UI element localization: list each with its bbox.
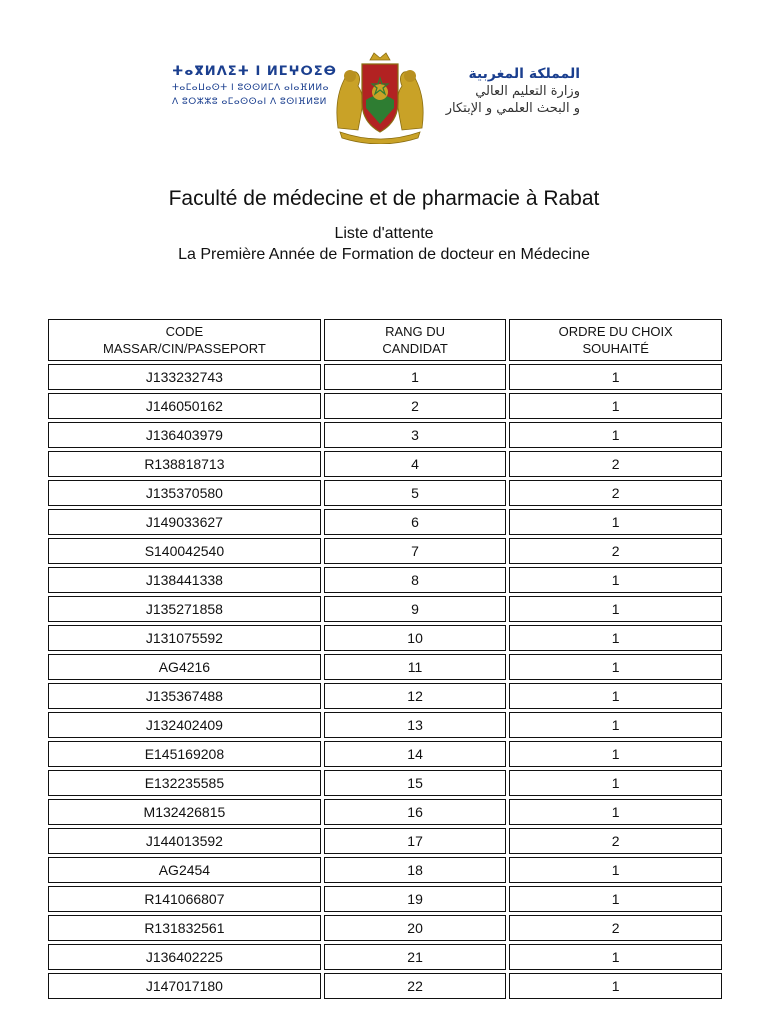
cell-choice: 1	[509, 393, 722, 419]
cell-choice: 2	[509, 480, 722, 506]
table-row	[48, 364, 722, 390]
tifinagh-ministry-line2: ⴷ ⵓⵔⵣⵣⵓ ⴰⵎⴰⵙⵙⴰⵏ ⴷ ⵓⵙⵏⴼⵍⵓⵍ	[172, 97, 327, 107]
cell-code: E132235585	[48, 770, 321, 796]
cell-choice: 1	[509, 712, 722, 738]
program-title: La Première Année de Formation de docteur en Médecine	[178, 246, 590, 263]
cell-code: M132426815	[48, 799, 321, 825]
document-header	[0, 44, 768, 144]
moroccan-coat-of-arms-icon	[330, 50, 430, 144]
tifinagh-ministry-name	[172, 64, 337, 107]
waiting-list-table	[45, 316, 725, 1002]
cell-choice: 2	[509, 538, 722, 564]
cell-code: J136403979	[48, 422, 321, 448]
cell-code: J147017180	[48, 973, 321, 999]
cell-rank: 1	[324, 364, 507, 390]
cell-rank: 22	[324, 973, 507, 999]
cell-rank: 2	[324, 393, 507, 419]
cell-choice: 1	[509, 857, 722, 883]
cell-code: E145169208	[48, 741, 321, 767]
table-row	[48, 422, 722, 448]
cell-choice: 1	[509, 654, 722, 680]
cell-choice: 1	[509, 683, 722, 709]
cell-choice: 1	[509, 625, 722, 651]
cell-rank: 18	[324, 857, 507, 883]
table-row	[48, 799, 722, 825]
table-row	[48, 886, 722, 912]
table-row	[48, 770, 722, 796]
cell-choice: 1	[509, 944, 722, 970]
cell-code: J131075592	[48, 625, 321, 651]
table-row	[48, 915, 722, 941]
cell-rank: 16	[324, 799, 507, 825]
table-row	[48, 509, 722, 535]
cell-code: J144013592	[48, 828, 321, 854]
table-row	[48, 828, 722, 854]
column-header-rank	[324, 319, 507, 361]
cell-rank: 8	[324, 567, 507, 593]
document-titles	[0, 187, 768, 264]
table-row	[48, 741, 722, 767]
table-row	[48, 973, 722, 999]
cell-rank: 4	[324, 451, 507, 477]
cell-rank: 11	[324, 654, 507, 680]
cell-rank: 13	[324, 712, 507, 738]
cell-rank: 7	[324, 538, 507, 564]
tifinagh-ministry-line1: ⵜⴰⵎⴰⵡⴰⵙⵜ ⵏ ⵓⵙⵙⵍⵎⴷ ⴰⵏⴰⴼⵍⵍⴰ	[172, 83, 329, 93]
cell-rank: 10	[324, 625, 507, 651]
cell-rank: 15	[324, 770, 507, 796]
cell-choice: 1	[509, 596, 722, 622]
cell-code: AG2454	[48, 857, 321, 883]
cell-choice: 1	[509, 567, 722, 593]
cell-rank: 19	[324, 886, 507, 912]
table-row	[48, 683, 722, 709]
cell-rank: 5	[324, 480, 507, 506]
table-body	[48, 364, 722, 999]
cell-code: AG4216	[48, 654, 321, 680]
cell-code: R138818713	[48, 451, 321, 477]
cell-code: J149033627	[48, 509, 321, 535]
arabic-ministry-line2: و البحث العلمي و الإبتكار	[445, 101, 580, 116]
table-row	[48, 857, 722, 883]
cell-rank: 14	[324, 741, 507, 767]
cell-rank: 9	[324, 596, 507, 622]
cell-code: J146050162	[48, 393, 321, 419]
table-header-row	[48, 319, 722, 361]
table-row	[48, 712, 722, 738]
cell-code: J136402225	[48, 944, 321, 970]
cell-rank: 3	[324, 422, 507, 448]
column-header-rank-label: RANG DU CANDIDAT	[382, 324, 448, 356]
tifinagh-kingdom: ⵜⴰⴳⵍⴷⵉⵜ ⵏ ⵍⵎⵖⵔⵉⴱ	[172, 64, 337, 79]
cell-code: S140042540	[48, 538, 321, 564]
cell-choice: 1	[509, 741, 722, 767]
cell-choice: 2	[509, 915, 722, 941]
cell-rank: 6	[324, 509, 507, 535]
arabic-ministry-line1: وزارة التعليم العالي	[475, 84, 580, 99]
column-header-choice	[509, 319, 722, 361]
cell-choice: 1	[509, 364, 722, 390]
cell-code: J135367488	[48, 683, 321, 709]
table-row	[48, 625, 722, 651]
cell-code: J135271858	[48, 596, 321, 622]
cell-code: J132402409	[48, 712, 321, 738]
cell-choice: 1	[509, 509, 722, 535]
cell-choice: 1	[509, 422, 722, 448]
arabic-ministry-name	[420, 66, 580, 116]
table-row	[48, 451, 722, 477]
column-header-code-label: CODE MASSAR/CIN/PASSEPORT	[103, 324, 266, 356]
cell-choice: 1	[509, 770, 722, 796]
cell-rank: 21	[324, 944, 507, 970]
cell-code: R141066807	[48, 886, 321, 912]
column-header-choice-label: ORDRE DU CHOIX SOUHAITÉ	[558, 324, 673, 356]
table-row	[48, 596, 722, 622]
list-title: Liste d'attente	[334, 225, 434, 242]
cell-code: J138441338	[48, 567, 321, 593]
table-row	[48, 538, 722, 564]
cell-choice: 1	[509, 886, 722, 912]
table-row	[48, 944, 722, 970]
table-row	[48, 393, 722, 419]
column-header-code	[48, 319, 321, 361]
cell-code: R131832561	[48, 915, 321, 941]
cell-rank: 12	[324, 683, 507, 709]
cell-rank: 17	[324, 828, 507, 854]
table-row	[48, 567, 722, 593]
table-row	[48, 654, 722, 680]
cell-code: J135370580	[48, 480, 321, 506]
cell-choice: 1	[509, 799, 722, 825]
cell-rank: 20	[324, 915, 507, 941]
arabic-kingdom: المملكة المغربية	[468, 66, 580, 82]
cell-choice: 2	[509, 451, 722, 477]
cell-choice: 2	[509, 828, 722, 854]
cell-choice: 1	[509, 973, 722, 999]
table-row	[48, 480, 722, 506]
cell-code: J133232743	[48, 364, 321, 390]
faculty-title: Faculté de médecine et de pharmacie à Rabat	[168, 187, 600, 210]
